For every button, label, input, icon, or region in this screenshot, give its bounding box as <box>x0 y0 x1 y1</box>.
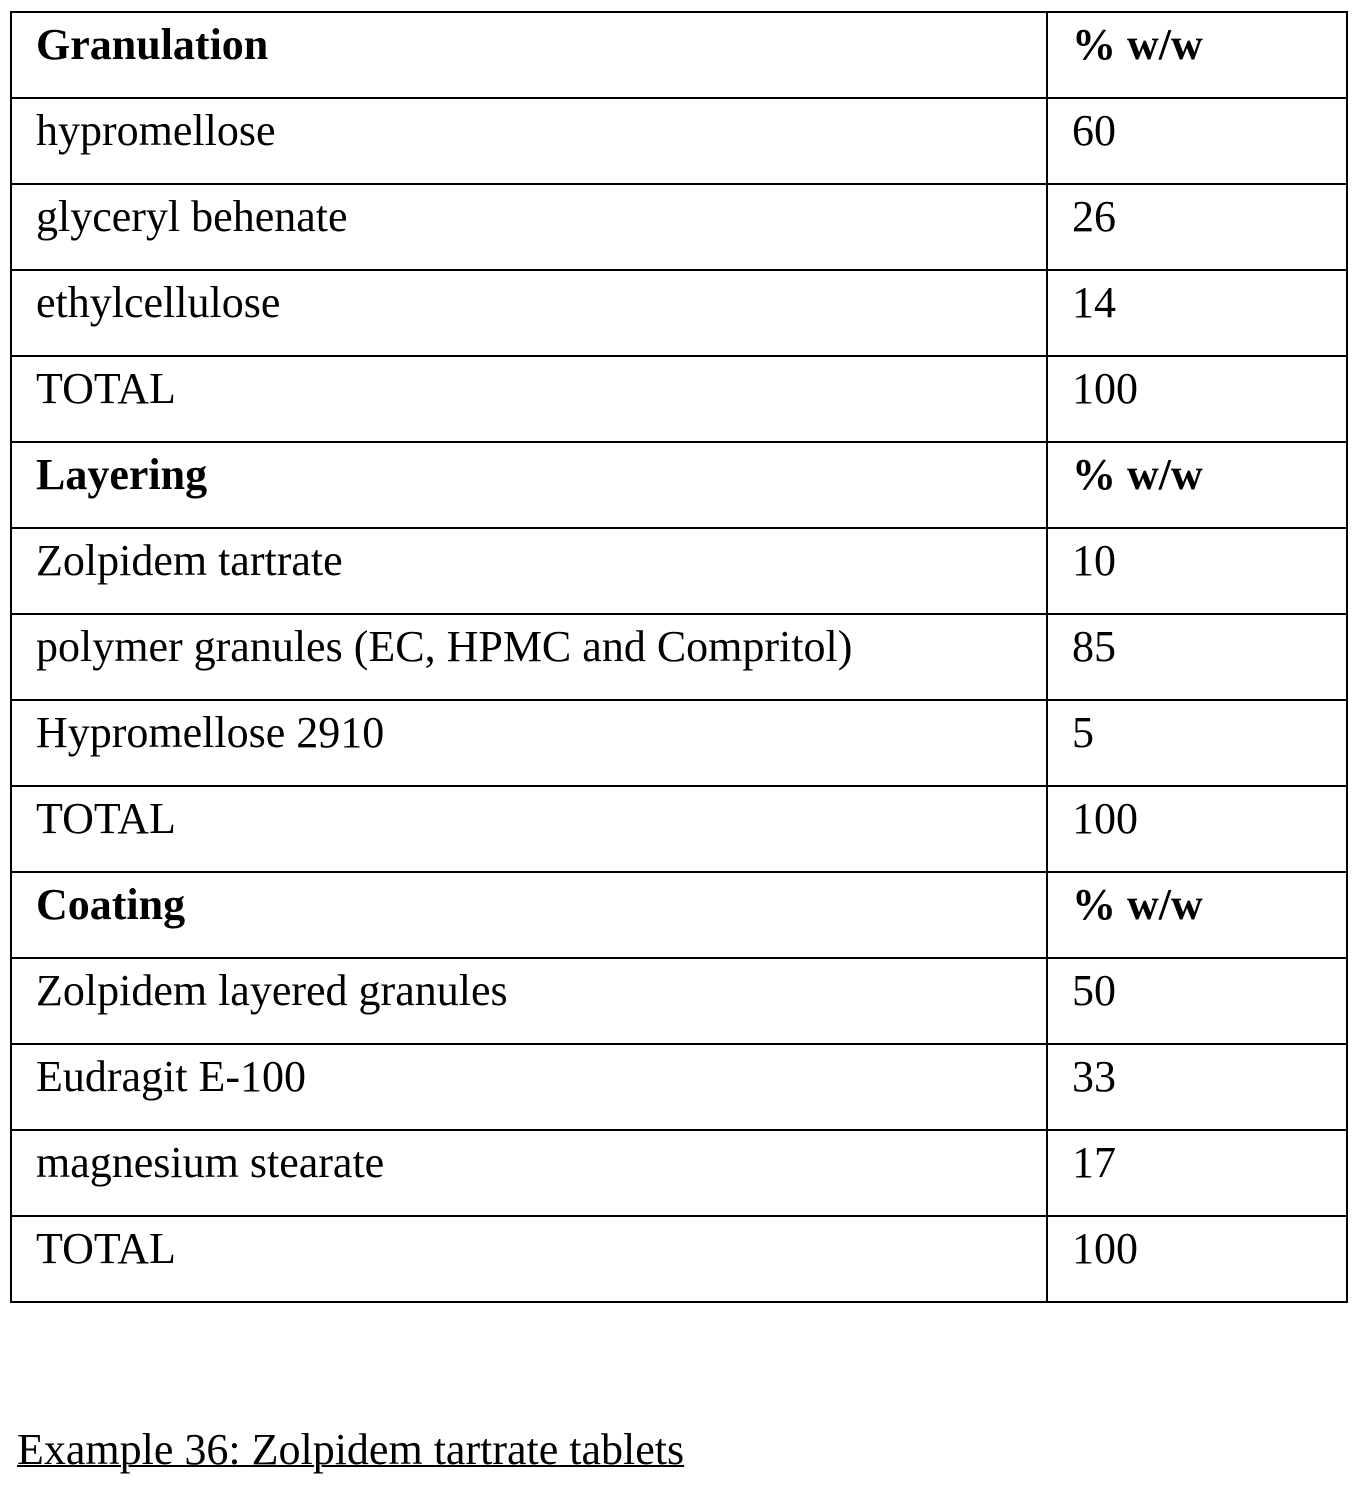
ingredient-value: 100 <box>1047 786 1347 872</box>
ingredient-name: TOTAL <box>11 1216 1047 1302</box>
table-row <box>11 1130 1347 1216</box>
ingredient-name: magnesium stearate <box>11 1130 1047 1216</box>
table-row <box>11 98 1347 184</box>
formulation-table <box>10 11 1348 1303</box>
section-header-row <box>11 442 1347 528</box>
table-row <box>11 1216 1347 1302</box>
ingredient-name: TOTAL <box>11 786 1047 872</box>
ingredient-value: 10 <box>1047 528 1347 614</box>
ingredient-name: polymer granules (EC, HPMC and Compritol) <box>11 614 1047 700</box>
table-row <box>11 528 1347 614</box>
table-row <box>11 184 1347 270</box>
section-header: Layering <box>11 442 1047 528</box>
unit-header: % w/w <box>1047 872 1347 958</box>
table-row <box>11 958 1347 1044</box>
ingredient-value: 85 <box>1047 614 1347 700</box>
table-row <box>11 786 1347 872</box>
table-row <box>11 270 1347 356</box>
section-header: Granulation <box>11 12 1047 98</box>
table-row <box>11 1044 1347 1130</box>
ingredient-value: 60 <box>1047 98 1347 184</box>
ingredient-value: 5 <box>1047 700 1347 786</box>
ingredient-name: glyceryl behenate <box>11 184 1047 270</box>
table-row <box>11 356 1347 442</box>
unit-header: % w/w <box>1047 12 1347 98</box>
ingredient-name: Hypromellose 2910 <box>11 700 1047 786</box>
table-row <box>11 614 1347 700</box>
ingredient-name: Eudragit E-100 <box>11 1044 1047 1130</box>
ingredient-value: 100 <box>1047 356 1347 442</box>
ingredient-name: ethylcellulose <box>11 270 1047 356</box>
table-row <box>11 700 1347 786</box>
ingredient-name: Zolpidem layered granules <box>11 958 1047 1044</box>
ingredient-name: Zolpidem tartrate <box>11 528 1047 614</box>
ingredient-value: 14 <box>1047 270 1347 356</box>
ingredient-value: 26 <box>1047 184 1347 270</box>
section-header-row <box>11 872 1347 958</box>
section-header: Coating <box>11 872 1047 958</box>
unit-header: % w/w <box>1047 442 1347 528</box>
ingredient-value: 50 <box>1047 958 1347 1044</box>
ingredient-value: 17 <box>1047 1130 1347 1216</box>
section-header-row <box>11 12 1347 98</box>
ingredient-value: 33 <box>1047 1044 1347 1130</box>
example-caption: Example 36: Zolpidem tartrate tablets <box>17 1424 684 1475</box>
ingredient-value: 100 <box>1047 1216 1347 1302</box>
ingredient-name: hypromellose <box>11 98 1047 184</box>
ingredient-name: TOTAL <box>11 356 1047 442</box>
